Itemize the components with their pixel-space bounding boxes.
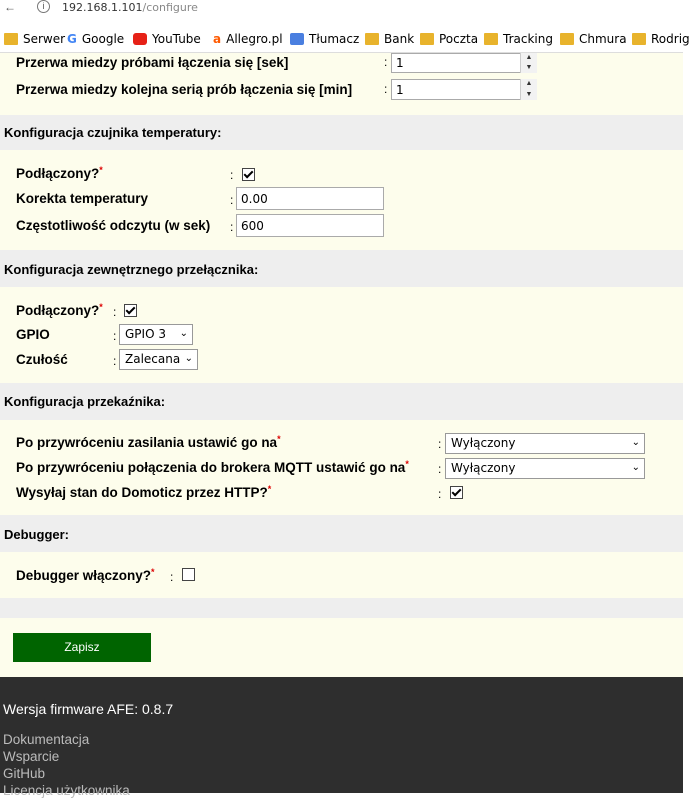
mqtt-restore-label: [16, 460, 409, 475]
select-value: Wyłączony: [451, 461, 516, 475]
folder-icon: [632, 33, 646, 45]
series-interval-label: Przerwa miedzy kolejna serią prób łączenia się [min]: [16, 82, 353, 97]
address-bar[interactable]: [0, 0, 683, 16]
mqtt-restore-select[interactable]: [445, 458, 645, 479]
bookmark-label: Chmura: [579, 32, 627, 46]
switch-connected-label: [16, 303, 103, 318]
chevron-down-icon: ⌄: [179, 328, 188, 339]
section-divider: [0, 598, 683, 618]
required-mark: *: [277, 434, 281, 444]
series-interval-input[interactable]: [391, 79, 537, 100]
select-value: Wyłączony: [451, 436, 516, 450]
sensitivity-label: Czułość: [16, 352, 68, 367]
bookmark-poczta[interactable]: [420, 32, 478, 46]
retry-interval-field[interactable]: [391, 53, 537, 73]
spinner[interactable]: [520, 53, 537, 73]
bookmarks-bar: [0, 28, 690, 53]
firmware-version: Wersja firmware AFE: 0.8.7: [3, 701, 174, 717]
retry-interval-input[interactable]: [391, 53, 537, 73]
bookmark-serwer[interactable]: [4, 32, 65, 46]
bookmark-label: Poczta: [439, 32, 479, 46]
power-restore-label: [16, 435, 281, 450]
bookmark-tlumacz[interactable]: [290, 32, 359, 46]
bookmark-tracking[interactable]: [484, 32, 553, 46]
relay-section: [0, 420, 683, 515]
link-documentation[interactable]: Dokumentacja: [3, 732, 90, 747]
bookmark-rodrig[interactable]: [632, 32, 690, 46]
required-mark: *: [99, 165, 103, 175]
gpio-select[interactable]: [119, 324, 193, 345]
switch-connected-checkbox[interactable]: [124, 304, 137, 317]
bookmark-chmura[interactable]: [560, 32, 627, 46]
bookmark-label: Bank: [384, 32, 415, 46]
section-title: Konfiguracja przekaźnika:: [4, 394, 166, 409]
chevron-down-icon: ⌄: [631, 462, 640, 473]
temp-interval-input[interactable]: [236, 214, 384, 237]
bookmark-label: Rodrig: [651, 32, 690, 46]
bookmark-label: Tracking: [503, 32, 553, 46]
translate-icon: [290, 33, 304, 45]
colon: :: [438, 437, 442, 451]
colon: :: [438, 487, 442, 501]
label-text: Po przywróceniu połączenia do brokera MQTT ustawić go na: [16, 460, 406, 475]
folder-icon: [484, 33, 498, 45]
bookmark-allegro[interactable]: [213, 32, 283, 46]
link-github[interactable]: GitHub: [3, 766, 46, 781]
ext-switch-section: [0, 287, 683, 383]
youtube-icon: [133, 33, 147, 45]
label-text: Podłączony?: [16, 166, 100, 181]
colon: :: [170, 570, 174, 584]
chevron-down-icon: ⌄: [184, 353, 193, 364]
link-license[interactable]: Licencja użytkownika: [3, 783, 130, 798]
spin-up-icon[interactable]: ▲: [525, 80, 533, 87]
folder-icon: [560, 33, 574, 45]
domoticz-checkbox[interactable]: [450, 486, 463, 499]
bookmark-label: Serwer: [23, 32, 66, 46]
section-title: Debugger:: [4, 527, 69, 542]
temp-sensor-header: [0, 115, 683, 150]
select-value: GPIO 3: [125, 327, 166, 341]
bookmark-bank[interactable]: [365, 32, 414, 46]
temp-connected-checkbox[interactable]: [242, 168, 255, 181]
colon: :: [230, 193, 234, 207]
spin-up-icon[interactable]: ▲: [525, 54, 533, 61]
folder-icon: [4, 33, 18, 45]
connection-section: [0, 53, 683, 115]
folder-icon: [420, 33, 434, 45]
allegro-icon: a: [213, 32, 222, 46]
url-path: /configure: [142, 1, 198, 14]
temp-sensor-section: [0, 150, 683, 250]
sensitivity-select[interactable]: [119, 349, 198, 370]
select-value: Zalecana: [125, 352, 181, 366]
spin-down-icon[interactable]: ▼: [525, 90, 533, 98]
chevron-down-icon: ⌄: [631, 437, 640, 448]
relay-header: [0, 383, 683, 420]
section-title: Konfiguracja zewnętrznego przełącznika:: [4, 262, 259, 277]
debugger-enabled-label: [16, 568, 155, 583]
bookmark-google[interactable]: [67, 32, 124, 46]
footer: [0, 677, 683, 798]
colon: :: [230, 168, 234, 182]
url-host: 192.168.1.101: [62, 1, 143, 14]
url-text[interactable]: [62, 1, 198, 14]
colon: :: [113, 354, 117, 368]
temp-interval-label: Częstotliwość odczytu (w sek): [16, 218, 211, 233]
folder-icon: [365, 33, 379, 45]
info-icon[interactable]: i: [37, 0, 50, 13]
label-text: Po przywróceniu zasilania ustawić go na: [16, 435, 278, 450]
label-text: Debugger włączony?: [16, 568, 152, 583]
spin-down-icon[interactable]: ▼: [525, 64, 533, 71]
back-arrow-icon[interactable]: ←: [4, 0, 16, 14]
spinner[interactable]: [520, 79, 537, 100]
temp-correction-input[interactable]: [236, 187, 384, 210]
retry-interval-label: Przerwa miedzy próbami łączenia się [sek]: [16, 55, 289, 70]
debugger-enabled-checkbox[interactable]: [182, 568, 195, 581]
colon: :: [113, 329, 117, 343]
colon: :: [230, 220, 234, 234]
colon: :: [384, 55, 388, 69]
power-restore-select[interactable]: [445, 433, 645, 454]
bookmark-label: YouTube: [152, 32, 201, 46]
required-mark: *: [151, 567, 155, 577]
series-interval-field[interactable]: [391, 79, 537, 100]
debugger-header: [0, 515, 683, 552]
section-title: Konfiguracja czujnika temperatury:: [4, 125, 222, 140]
colon: :: [113, 305, 117, 319]
temp-connected-label: [16, 166, 103, 181]
domoticz-label: [16, 485, 271, 500]
colon: :: [384, 82, 388, 96]
bookmark-label: Allegro.pl: [226, 32, 283, 46]
debugger-section: [0, 552, 683, 598]
colon: :: [438, 462, 442, 476]
label-text: Podłączony?: [16, 303, 100, 318]
ext-switch-header: [0, 250, 683, 287]
bookmark-youtube[interactable]: [133, 32, 201, 46]
bookmark-label: Tłumacz: [309, 32, 360, 46]
required-mark: *: [267, 484, 272, 494]
bookmark-label: Google: [81, 32, 125, 46]
temp-correction-label: Korekta temperatury: [16, 191, 149, 206]
save-button[interactable]: Zapisz: [13, 633, 151, 662]
required-mark: *: [405, 459, 409, 469]
google-icon: G: [67, 32, 77, 46]
label-text: Wysyłaj stan do Domoticz przez HTTP?: [16, 485, 268, 500]
required-mark: *: [99, 302, 103, 312]
gpio-label: GPIO: [16, 327, 50, 342]
link-support[interactable]: Wsparcie: [3, 749, 60, 764]
